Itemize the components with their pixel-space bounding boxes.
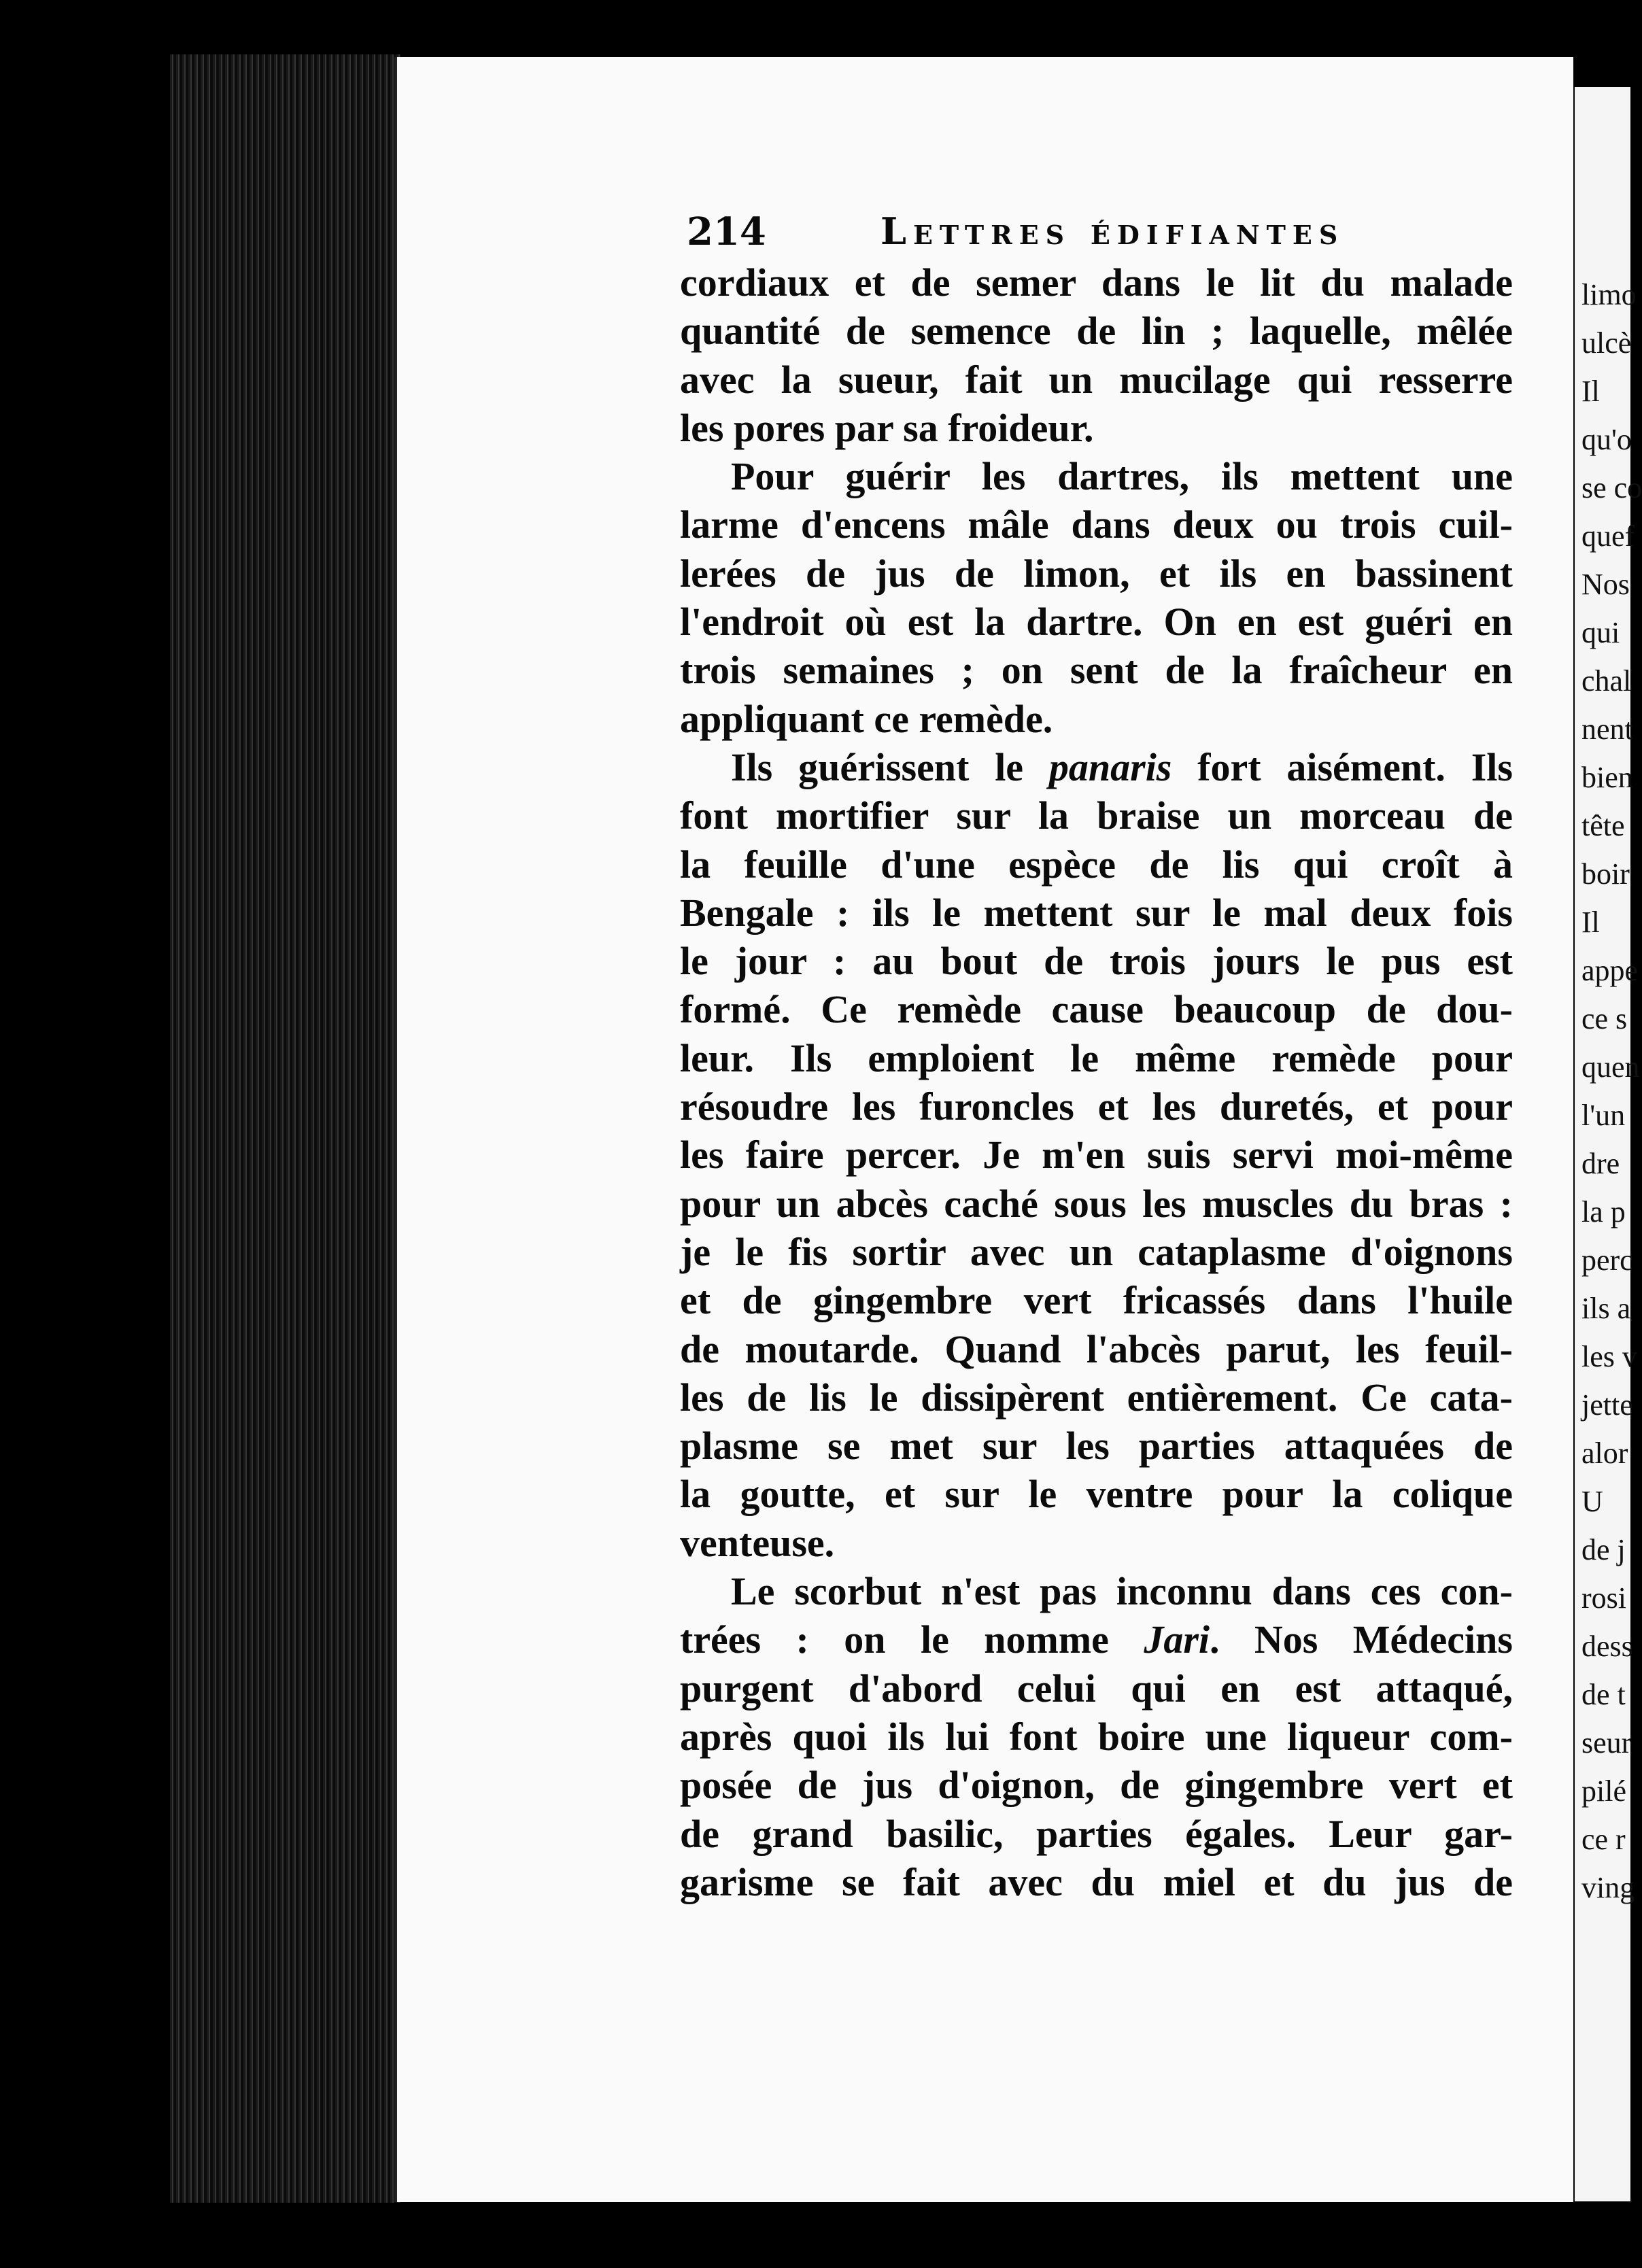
adjacent-page-fragment: quef — [1581, 519, 1635, 553]
text-line: posée de jus d'oignon, de gingembre vert et — [680, 1763, 1513, 1808]
text-line: quantité de semence de lin ; laquelle, mêlée — [680, 309, 1513, 354]
text-line: Bengale : ils le mettent sur le mal deux fois — [680, 890, 1513, 935]
adjacent-page-fragment: Il — [1581, 906, 1600, 939]
text-run: . Nos Médecins — [1210, 1617, 1513, 1662]
adjacent-page-fragment: U — [1581, 1485, 1603, 1518]
adjacent-page-fragment: dre — [1581, 1147, 1620, 1180]
page-body-text — [680, 258, 1513, 1906]
adjacent-page-fragment: qui — [1581, 616, 1620, 649]
text-line: lerées de jus de limon, et ils en bassinent — [680, 551, 1513, 596]
adjacent-page-fragment: Il — [1581, 375, 1600, 408]
adjacent-page-fragment: bien — [1581, 761, 1633, 794]
text-line: formé. Ce remède cause beaucoup de dou- — [680, 987, 1513, 1032]
adjacent-page-fragment: tête — [1581, 809, 1625, 842]
adjacent-page-fragment: ulcè — [1581, 326, 1632, 360]
adjacent-page-fragment: ils a — [1581, 1292, 1631, 1325]
text-line: Le scorbut n'est pas inconnu dans ces con- — [731, 1569, 1513, 1614]
adjacent-page-fragment: ce r — [1581, 1823, 1626, 1856]
adjacent-page-fragment: jette — [1581, 1388, 1633, 1422]
adjacent-page-fragment: qu'o — [1581, 423, 1632, 456]
text-line: cordiaux et de semer dans le lit du malade — [680, 260, 1513, 305]
text-line: la feuille d'une espèce de lis qui croît à — [680, 842, 1513, 887]
adjacent-page-fragment: rosi — [1581, 1581, 1626, 1615]
text-line: Pour guérir les dartres, ils mettent une — [731, 454, 1513, 499]
adjacent-page-fragment: seur — [1581, 1726, 1632, 1759]
text-run: trées : on le nomme — [680, 1617, 1144, 1662]
italic-term: Jari — [1144, 1617, 1210, 1662]
adjacent-page-fragment: la p — [1581, 1195, 1626, 1228]
text-line: plasme se met sur les parties attaquées de — [680, 1424, 1513, 1468]
text-line: larme d'encens mâle dans deux ou trois cuil- — [680, 502, 1513, 547]
text-line: avec la sueur, fait un mucilage qui resserre — [680, 357, 1513, 402]
text-line: leur. Ils emploient le même remède pour — [680, 1035, 1513, 1080]
text-run: fort aisément. Ils — [1171, 744, 1513, 789]
adjacent-page-fragment: nent — [1581, 712, 1633, 746]
text-line: après quoi ils lui font boire une liqueur com- — [680, 1714, 1513, 1759]
text-line: garisme se fait avec du miel et du jus de — [680, 1859, 1513, 1904]
text-line: trois semaines ; on sent de la fraîcheur en — [680, 648, 1513, 693]
adjacent-page-fragment: Nos — [1581, 568, 1630, 601]
adjacent-page-fragment: pilé — [1581, 1774, 1626, 1808]
text-line: appliquant ce remède. — [680, 696, 1053, 741]
adjacent-page-fragment: perc — [1581, 1243, 1633, 1277]
adjacent-page-fragment: quen — [1581, 1050, 1640, 1084]
text-line — [680, 743, 1513, 791]
italic-term: panaris — [1048, 744, 1172, 789]
text-line: la goutte, et sur le ventre pour la colique — [680, 1472, 1513, 1517]
text-line: de moutarde. Quand l'abcès parut, les feuil- — [680, 1326, 1513, 1371]
adjacent-page-fragment: se co — [1581, 471, 1642, 504]
adjacent-page-fragment: appe — [1581, 954, 1639, 987]
adjacent-page-fragment: de j — [1581, 1533, 1626, 1566]
text-run: Ils guérissent le — [731, 744, 1049, 789]
adjacent-page-fragment: limo — [1581, 278, 1637, 311]
adjacent-page-fragment: boir — [1581, 857, 1630, 891]
book-edge — [170, 54, 401, 2203]
adjacent-page-fragment: dess — [1581, 1630, 1633, 1663]
text-line: l'endroit où est la dartre. On en est guéri en — [680, 600, 1513, 645]
text-line: et de gingembre vert fricassés dans l'huile — [680, 1278, 1513, 1323]
text-line: venteuse. — [680, 1520, 835, 1565]
text-line: résoudre les furoncles et les duretés, et pour — [680, 1084, 1513, 1129]
adjacent-page-fragment: chal — [1581, 664, 1632, 698]
adjacent-page-fragment: ce s — [1581, 1002, 1628, 1035]
page-header — [687, 204, 1380, 258]
page-number: 214 — [687, 209, 766, 254]
adjacent-page-fragment: alor — [1581, 1437, 1628, 1470]
text-line: les pores par sa froideur. — [680, 405, 1094, 450]
running-title: Lettres édifiantes — [880, 209, 1345, 253]
text-line: de grand basilic, parties égales. Leur gar- — [680, 1811, 1513, 1856]
text-line: les faire percer. Je m'en suis servi moi-même — [680, 1133, 1513, 1178]
adjacent-page-fragment: ving — [1581, 1871, 1635, 1904]
text-line: font mortifier sur la braise un morceau de — [680, 793, 1513, 838]
text-line: purgent d'abord celui qui en est attaqué, — [680, 1666, 1513, 1711]
adjacent-page-edge — [1575, 87, 1642, 2201]
adjacent-page-fragment: l'un — [1581, 1099, 1626, 1132]
adjacent-page-fragment: les v — [1581, 1340, 1637, 1373]
adjacent-page-fragment: de t — [1581, 1678, 1626, 1711]
text-line — [680, 1615, 1513, 1664]
text-line: les de lis le dissipèrent entièrement. Ce cata- — [680, 1375, 1513, 1420]
text-line: le jour : au bout de trois jours le pus est — [680, 939, 1513, 984]
text-line: je le fis sortir avec un cataplasme d'oignons — [680, 1229, 1513, 1274]
text-line: pour un abcès caché sous les muscles du bras : — [680, 1181, 1513, 1226]
